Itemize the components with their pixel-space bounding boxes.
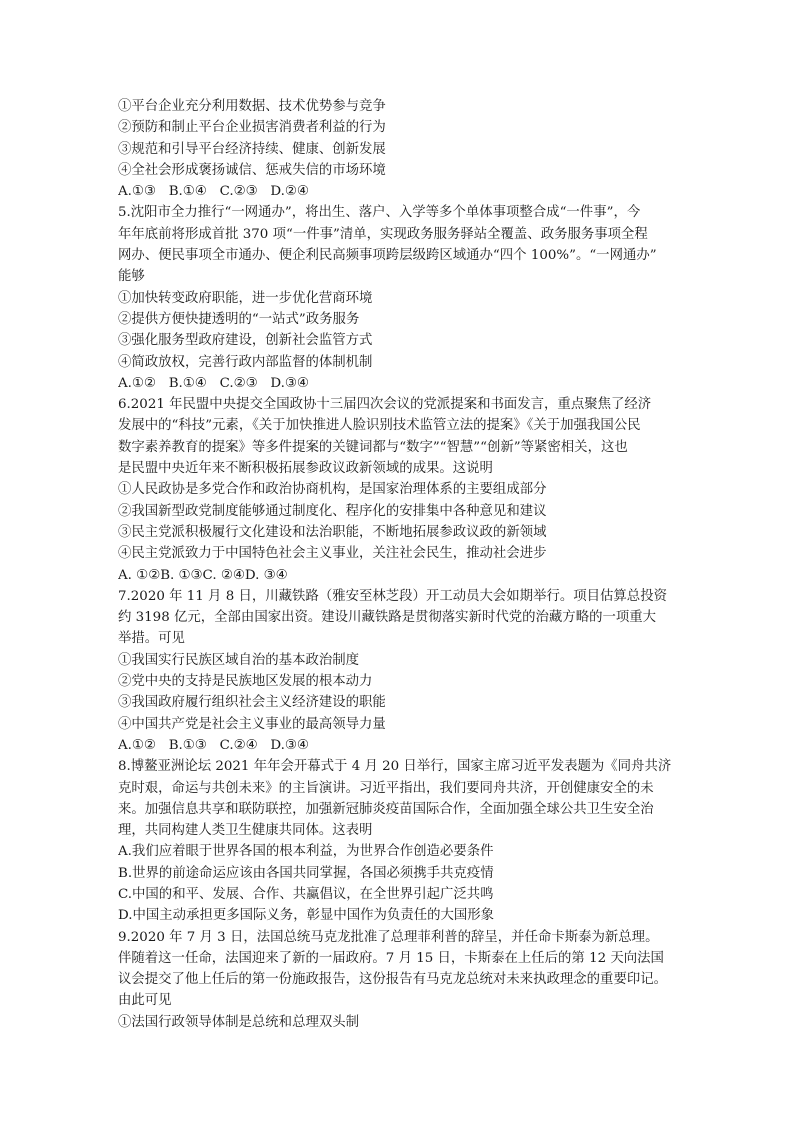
question-stem-line: 能够 [118, 269, 145, 285]
answer-choices: A.①② B.①④ C.②③ D.③④ [118, 375, 309, 391]
question-stem-line: 是民盟中央近年来不断积极拓展参政议政新领域的成果。这说明 [118, 461, 493, 477]
question-stem-line: 来。加强信息共享和联防联控，加强新冠肺炎疫苗国际合作，全面加强全球公共卫生安全治 [118, 801, 654, 817]
question-stem-line: 7.2020 年 11 月 8 日，川藏铁路（雅安至林芝段）开工动员大会如期举行。项目估算总投资 [118, 588, 667, 604]
option-line: ②我国新型政党制度能够通过制度化、程序化的安排集中各种意见和建议 [118, 503, 547, 519]
question-stem-line: 理，共同构建人类卫生健康共同体。这表明 [118, 823, 373, 839]
question-stem-line: 发展中的“科技”元素，《关于加快推进人脸识别技术监管立法的提案》《关于加强我国公民 [118, 418, 641, 434]
question-stem-line: 克时艰，命运与共创未来》的主旨演讲。习近平指出，我们要同舟共济，开创健康安全的未 [118, 780, 654, 796]
question-8 [118, 756, 678, 926]
question-stem-line: 议会提交了他上任后的第一份施政报告，这份报告有马克龙总统对未来执政理念的重要印记。 [118, 972, 668, 988]
option-line: ④全社会形成褒扬诚信、惩戒失信的市场环境 [118, 162, 386, 178]
question-stem-line: 6.2021 年民盟中央提交全国政协十三届四次会议的党派提案和书面发言，重点聚焦了经济 [118, 397, 652, 413]
option-line: ④简政放权，完善行政内部监督的体制机制 [118, 354, 373, 370]
answer-choices: A.①③ B.①④ C.②③ D.②④ [118, 184, 309, 200]
option-line: ④中国共产党是社会主义事业的最高领导力量 [118, 716, 386, 732]
option-line: ②提供方便快捷透明的“一站式”政务服务 [118, 311, 360, 327]
question-stem-line: 8.博鳌亚洲论坛 2021 年年会开幕式于 4 月 20 日举行，国家主席习近平发表题为《同舟共济 [118, 759, 672, 775]
question-stem-line: 举措。可见 [118, 631, 185, 647]
option-line: ①法国行政领导体制是总统和总理双头制 [118, 1014, 360, 1030]
question-stem-line: 数字素养教育的提案》等多件提案的关键词都与“数字”“智慧”“创新”等紧密相关，这也 [118, 439, 628, 455]
question-5 [118, 202, 678, 394]
question-7 [118, 586, 678, 756]
option-line: D.中国主动承担更多国际义务，彰显中国作为负责任的大国形象 [118, 908, 495, 924]
option-line: ③规范和引导平台经济持续、健康、创新发展 [118, 141, 386, 157]
option-line: ③强化服务型政府建设，创新社会监管方式 [118, 333, 373, 349]
option-line: ②党中央的支持是民族地区发展的根本动力 [118, 674, 373, 690]
option-line: ①人民政协是多党合作和政治协商机构，是国家治理体系的主要组成部分 [118, 482, 547, 498]
option-line: ①我国实行民族区域自治的基本政治制度 [118, 652, 360, 668]
question-stem-line: 约 3198 亿元，全部由国家出资。建设川藏铁路是贯彻落实新时代党的治藏方略的一项重大 [118, 610, 657, 626]
option-line: C.中国的和平、发展、合作、共赢倡议，在全世界引起广泛共鸣 [118, 886, 494, 902]
question-stem-line: 9.2020 年 7 月 3 日，法国总统马克龙批准了总理菲利普的辞呈，并任命卡斯泰为新总理。 [118, 929, 659, 945]
option-line: ①平台企业充分利用数据、技术优势参与竞争 [118, 99, 386, 114]
option-line: ②预防和制止平台企业损害消费者利益的行为 [118, 120, 386, 136]
option-line: ①加快转变政府职能，进一步优化营商环境 [118, 290, 373, 306]
exam-page [118, 96, 678, 1033]
option-line: ④民主党派致力于中国特色社会主义事业，关注社会民生，推动社会进步 [118, 546, 547, 562]
question-4-options [118, 96, 678, 202]
question-stem-line: 网办、便民事项全市通办、便企利民高频事项跨层级跨区域通办“四个 100%”。“一网通办” [118, 248, 657, 264]
question-9 [118, 927, 678, 1033]
option-line: ③民主党派积极履行文化建设和法治职能，不断地拓展参政议政的新领域 [118, 524, 547, 540]
answer-choices: A. ①②B. ①③C. ②④D. ③④ [118, 567, 288, 583]
question-stem-line: 年年底前将形成首批 370 项“一件事”清单，实现政务服务驿站全覆盖、政务服务事项全程 [118, 226, 648, 242]
option-line: A.我们应着眼于世界各国的根本利益，为世界合作创造必要条件 [118, 844, 494, 860]
option-line: ③我国政府履行组织社会主义经济建设的职能 [118, 695, 386, 711]
option-line: B.世界的前途命运应该由各国共同掌握，各国必须携手共克疫情 [118, 865, 494, 881]
question-stem-line: 由此可见 [118, 993, 172, 1009]
answer-choices: A.①② B.①③ C.②④ D.③④ [118, 737, 309, 753]
question-stem-line: 伴随着这一任命，法国迎来了新的一届政府。7 月 15 日，卡斯泰在上任后的第 12 天向法国 [118, 950, 664, 966]
question-6 [118, 394, 678, 586]
question-stem-line: 5.沈阳市全力推行“一网通办”，将出生、落户、入学等多个单体事项整合成“一件事”，今 [118, 205, 641, 221]
